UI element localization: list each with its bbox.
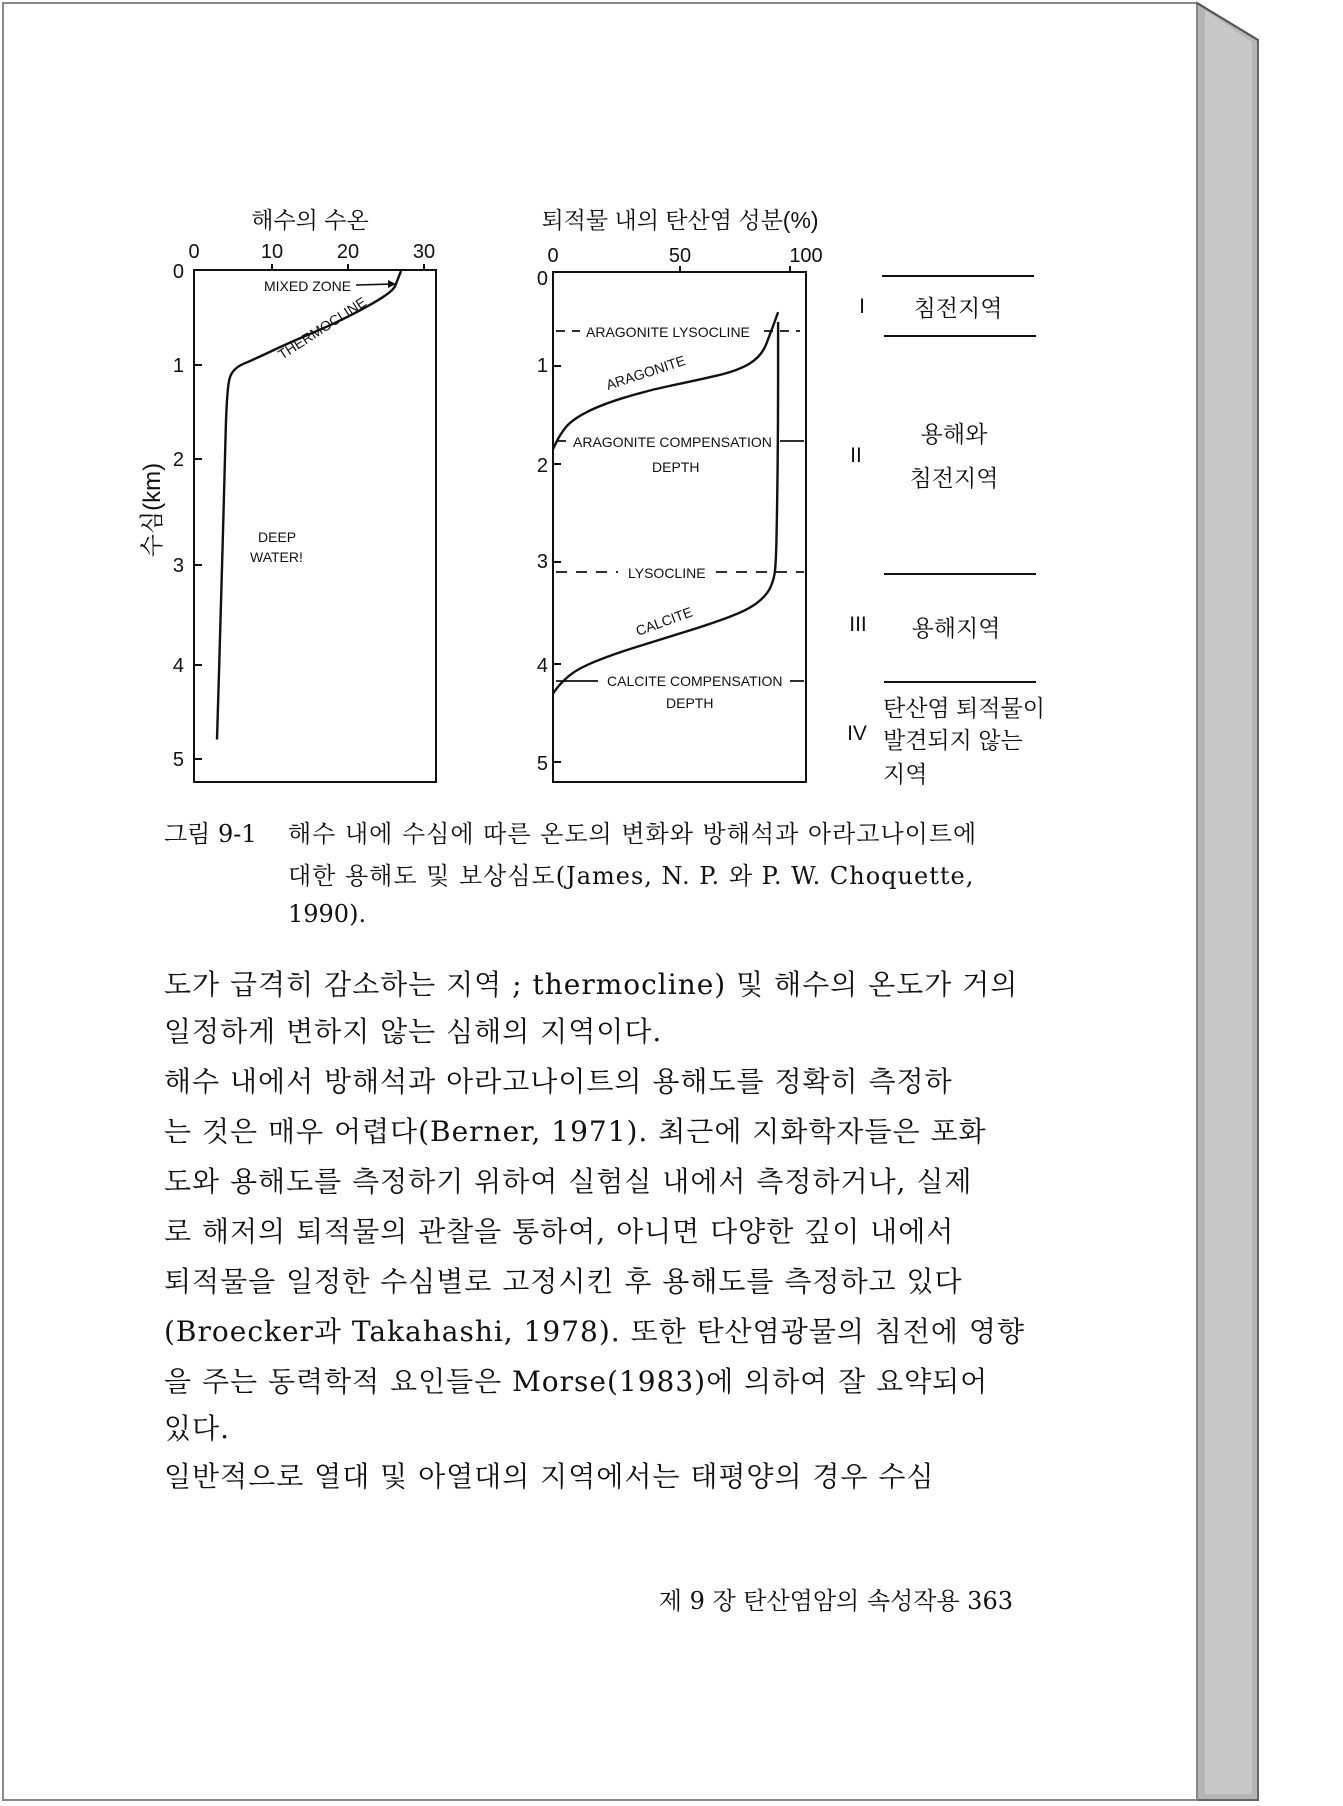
zone4-numeral: IV xyxy=(847,722,867,745)
aragonite-ccd-label-1: ARAGONITE COMPENSATION xyxy=(573,434,772,450)
zone2-label-1: 용해와 xyxy=(920,421,988,447)
mixed-zone-arrow xyxy=(356,284,392,285)
caption-line-2: 대한 용해도 및 보상심도(James, N. P. 와 P. W. Choquette, xyxy=(288,862,975,890)
carbonate-x-tick: 100 xyxy=(789,245,823,267)
body-line: 해수 내에서 방해석과 아라고나이트의 용해도를 정확히 측정하 xyxy=(164,1065,953,1098)
aragonite-curve-label: ARAGONITE xyxy=(603,352,688,393)
zone2-numeral: II xyxy=(850,444,862,467)
body-line: 도가 급격히 감소하는 지역 ; thermocline) 및 해수의 온도가 거의 xyxy=(164,968,1019,1001)
zone1-numeral: I xyxy=(859,295,865,318)
caption-label: 그림 9-1 xyxy=(164,820,257,848)
caption-line-3: 1990). xyxy=(288,900,367,928)
carbonate-x-tick: 50 xyxy=(668,245,692,267)
zone4-label-3: 지역 xyxy=(883,761,928,787)
carbonate-y-tick: 2 xyxy=(536,455,548,477)
body-line: 일반적으로 열대 및 아열대의 지역에서는 태평양의 경우 수심 xyxy=(164,1460,935,1493)
carbonate-chart xyxy=(537,207,823,782)
temp-y-tick: 1 xyxy=(172,355,184,377)
page-footer: 제 9 장 탄산염암의 속성작용 363 xyxy=(658,1587,1013,1615)
aragonite-lysocline-label: ARAGONITE LYSOCLINE xyxy=(586,324,750,340)
temp-y-tick: 4 xyxy=(172,655,184,677)
zone3-numeral: III xyxy=(849,613,867,636)
temp-plot-frame xyxy=(194,270,436,782)
carbonate-y-tick: 0 xyxy=(536,268,548,290)
temp-x-tick: 0 xyxy=(188,241,200,263)
deep-water-label-1: DEEP xyxy=(258,529,297,545)
calcite-ccd-label-2: DEPTH xyxy=(666,695,714,711)
calcite-ccd-label-1: CALCITE COMPENSATION xyxy=(607,673,783,689)
figure-9-1 xyxy=(0,0,1343,820)
body-line: 을 주는 동력학적 요인들은 Morse(1983)에 의하여 잘 요약되어 xyxy=(164,1365,989,1398)
temperature-chart xyxy=(139,207,436,782)
calcite-curve-label: CALCITE xyxy=(633,603,695,639)
temp-x-tick: 20 xyxy=(336,241,360,263)
zone2-label-2: 침전지역 xyxy=(909,465,999,491)
mixed-zone-label: MIXED ZONE xyxy=(264,278,352,294)
carbonate-y-tick: 4 xyxy=(536,655,548,677)
zone1-label: 침전지역 xyxy=(913,295,1003,321)
aragonite-ccd-label-2: DEPTH xyxy=(652,459,700,475)
body-line: 퇴적물을 일정한 수심별로 고정시킨 후 용해도를 측정하고 있다 xyxy=(164,1265,963,1298)
caption-line-1: 해수 내에 수심에 따른 온도의 변화와 방해석과 아라고나이트에 xyxy=(288,820,978,848)
zone3-label: 용해지역 xyxy=(911,615,1001,641)
zone4-label-2: 발견되지 않는 xyxy=(883,727,1023,753)
zone4-label-1: 탄산염 퇴적물이 xyxy=(883,695,1045,721)
body-line: 있다. xyxy=(164,1412,230,1445)
body-line: (Broecker과 Takahashi, 1978). 또한 탄산염광물의 침전에 영향 xyxy=(164,1315,1025,1348)
body-line: 도와 용해도를 측정하기 위하여 실험실 내에서 측정하거나, 실제 xyxy=(164,1165,973,1198)
body-line: 는 것은 매우 어렵다(Berner, 1971). 최근에 지화학자들은 포화 xyxy=(164,1115,987,1148)
carbonate-y-tick: 5 xyxy=(536,753,548,775)
thermocline-label: THERMOCLINE xyxy=(274,293,370,363)
temp-x-tick: 10 xyxy=(260,241,284,263)
body-line: 로 해저의 퇴적물의 관찰을 통하여, 아니면 다양한 깊이 내에서 xyxy=(164,1215,955,1248)
temp-y-tick: 2 xyxy=(172,449,184,471)
deep-water-label-2: WATER! xyxy=(250,549,303,565)
zone-legend xyxy=(847,276,1045,787)
calcite-curve xyxy=(553,322,778,694)
temp-y-tick: 5 xyxy=(172,749,184,771)
temp-x-tick: 30 xyxy=(412,241,436,263)
temp-y-tick: 3 xyxy=(172,555,184,577)
temp-y-axis-label: 수심(km) xyxy=(139,462,166,558)
carbonate-chart-title: 퇴적물 내의 탄산염 성분(%) xyxy=(541,207,819,233)
carbonate-y-tick: 1 xyxy=(536,355,548,377)
body-line: 일정하게 변하지 않는 심해의 지역이다. xyxy=(164,1015,663,1048)
carbonate-y-tick: 3 xyxy=(536,551,548,573)
temp-y-tick: 0 xyxy=(172,261,184,283)
lysocline-label: LYSOCLINE xyxy=(628,565,706,581)
temp-chart-title: 해수의 수온 xyxy=(251,207,369,233)
carbonate-x-tick: 0 xyxy=(547,245,559,267)
